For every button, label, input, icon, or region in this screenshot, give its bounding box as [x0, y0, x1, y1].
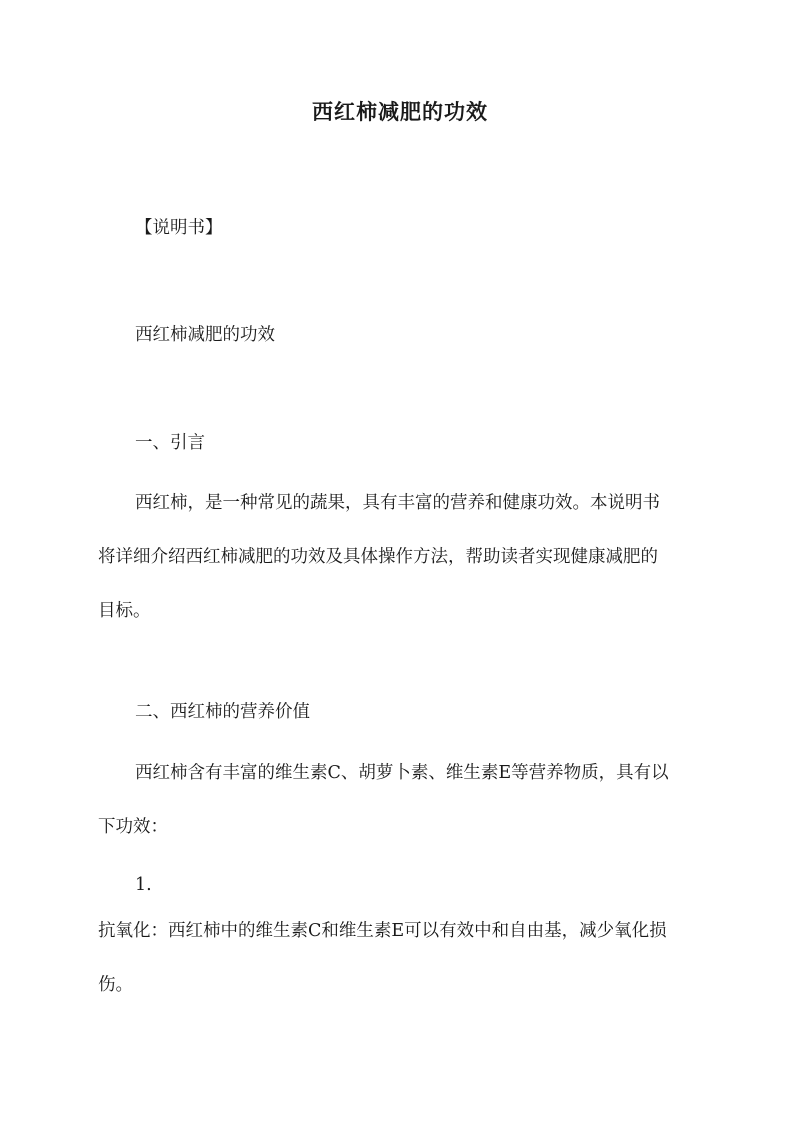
section2-line-2: 下功效： — [98, 817, 168, 837]
document-title: 西红柿减肥的功效 — [312, 99, 488, 124]
list-item-1-line-2: 伤。 — [98, 975, 133, 995]
section1-line-2: 将详细介绍西红柿减肥的功效及具体操作方法，帮助读者实现健康减肥的 — [98, 547, 658, 567]
document-subtitle: 西红柿减肥的功效 — [135, 325, 275, 345]
section1-heading: 一、引言 — [135, 433, 205, 453]
section1-line-1: 西红柿，是一种常见的蔬果，具有丰富的营养和健康功效。本说明书 — [135, 493, 660, 513]
section2-paragraph — [98, 761, 708, 840]
section1-line-3: 目标。 — [98, 601, 151, 621]
document-label: 【说明书】 — [135, 218, 223, 238]
section2-line-1: 西红柿含有丰富的维生素C、胡萝卜素、维生素E等营养物质，具有以 — [135, 763, 669, 783]
section2-heading: 二、西红柿的营养价值 — [135, 702, 310, 722]
list-number-1: 1. — [135, 875, 152, 895]
section1-paragraph — [98, 491, 708, 624]
list-item-1-line-1: 抗氧化：西红柿中的维生素C和维生素E可以有效中和自由基，减少氧化损 — [98, 921, 667, 941]
list-item-1 — [98, 919, 708, 998]
